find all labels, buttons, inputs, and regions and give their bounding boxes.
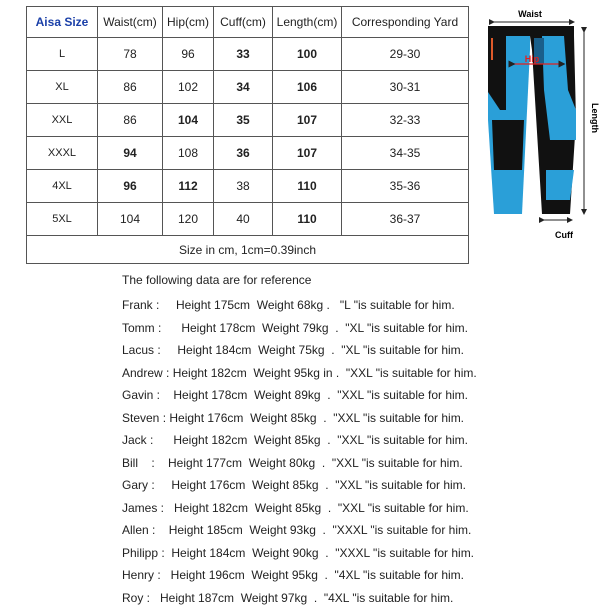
size-cell: 5XL — [27, 203, 98, 236]
length-cell: 110 — [273, 170, 342, 203]
list-item: Jack : Height 182cm Weight 85kg . "XXL "is suitable for him. — [122, 429, 592, 452]
table-row — [27, 203, 469, 236]
list-item: Gary : Height 176cm Weight 85kg . "XXL "is suitable for him. — [122, 474, 592, 497]
cuff-cell: 34 — [214, 71, 273, 104]
cuff-label: Cuff — [555, 230, 574, 240]
size-cell: 4XL — [27, 170, 98, 203]
waistband — [488, 26, 574, 36]
cuff-cell: 38 — [214, 170, 273, 203]
table-row — [27, 38, 469, 71]
waist-label: Waist — [518, 9, 542, 19]
list-item: Gavin : Height 178cm Weight 89kg . "XXL "is suitable for him. — [122, 384, 592, 407]
length-cell: 100 — [273, 38, 342, 71]
cuff-cell: 35 — [214, 104, 273, 137]
table-note-row — [27, 236, 469, 264]
yard-cell: 36-37 — [342, 203, 469, 236]
yard-cell: 32-33 — [342, 104, 469, 137]
length-cell: 110 — [273, 203, 342, 236]
list-item: Steven : Height 176cm Weight 85kg . "XXL "is suitable for him. — [122, 407, 592, 430]
right-shin-panel — [546, 170, 574, 200]
cuff-cell: 33 — [214, 38, 273, 71]
table-header-row — [27, 7, 469, 38]
header-waist: Waist(cm) — [98, 7, 163, 38]
hip-label: Hip — [525, 54, 540, 64]
hip-cell: 112 — [163, 170, 214, 203]
reference-section — [122, 270, 592, 609]
length-cell: 106 — [273, 71, 342, 104]
list-item: Henry : Height 196cm Weight 95kg . "4XL "is suitable for him. — [122, 564, 592, 587]
list-item: James : Height 182cm Weight 85kg . "XXL "is suitable for him. — [122, 497, 592, 520]
hip-cell: 102 — [163, 71, 214, 104]
table-row — [27, 104, 469, 137]
hip-cell: 120 — [163, 203, 214, 236]
list-item: Lacus : Height 184cm Weight 75kg . "XL "is suitable for him. — [122, 339, 592, 362]
list-item: Bill : Height 177cm Weight 80kg . "XXL "is suitable for him. — [122, 452, 592, 475]
yard-cell: 30-31 — [342, 71, 469, 104]
hip-cell: 104 — [163, 104, 214, 137]
length-cell: 107 — [273, 137, 342, 170]
waist-cell: 78 — [98, 38, 163, 71]
list-item: Philipp : Height 184cm Weight 90kg . "XXXL "is suitable for him. — [122, 542, 592, 565]
cuff-cell: 40 — [214, 203, 273, 236]
length-cell: 107 — [273, 104, 342, 137]
size-cell: L — [27, 38, 98, 71]
waist-cell: 94 — [98, 137, 163, 170]
reference-intro: The following data are for reference — [122, 270, 592, 290]
cuff-cell: 36 — [214, 137, 273, 170]
table-row — [27, 137, 469, 170]
header-hip: Hip(cm) — [163, 7, 214, 38]
left-knee-panel — [492, 120, 524, 170]
yard-cell: 34-35 — [342, 137, 469, 170]
list-item: Frank : Height 175cm Weight 68kg . "L "is suitable for him. — [122, 294, 592, 317]
waist-cell: 86 — [98, 104, 163, 137]
list-item: Tomm : Height 178cm Weight 79kg . "XL "is suitable for him. — [122, 317, 592, 340]
list-item: Allen : Height 185cm Weight 93kg . "XXXL "is suitable for him. — [122, 519, 592, 542]
length-label: Length — [590, 103, 600, 133]
waist-cell: 86 — [98, 71, 163, 104]
hip-cell: 96 — [163, 38, 214, 71]
size-unit-note: Size in cm, 1cm=0.39inch — [27, 236, 469, 264]
waist-cell: 104 — [98, 203, 163, 236]
header-yard: Corresponding Yard — [342, 7, 469, 38]
header-size: Aisa Size — [27, 7, 98, 38]
list-item: Roy : Height 187cm Weight 97kg . "4XL "is suitable for him. — [122, 587, 592, 609]
pants-illustration — [472, 0, 600, 250]
yard-cell: 29-30 — [342, 38, 469, 71]
yard-cell: 35-36 — [342, 170, 469, 203]
header-length: Length(cm) — [273, 7, 342, 38]
waist-cell: 96 — [98, 170, 163, 203]
table-row — [27, 170, 469, 203]
size-cell: XXXL — [27, 137, 98, 170]
hip-cell: 108 — [163, 137, 214, 170]
size-chart-table — [26, 6, 469, 264]
reference-list — [122, 294, 592, 609]
table-row — [27, 71, 469, 104]
list-item: Andrew : Height 182cm Weight 95kg in . "XXL "is suitable for him. — [122, 362, 592, 385]
size-cell: XL — [27, 71, 98, 104]
size-cell: XXL — [27, 104, 98, 137]
header-cuff: Cuff(cm) — [214, 7, 273, 38]
pants-measurement-diagram — [472, 0, 600, 250]
